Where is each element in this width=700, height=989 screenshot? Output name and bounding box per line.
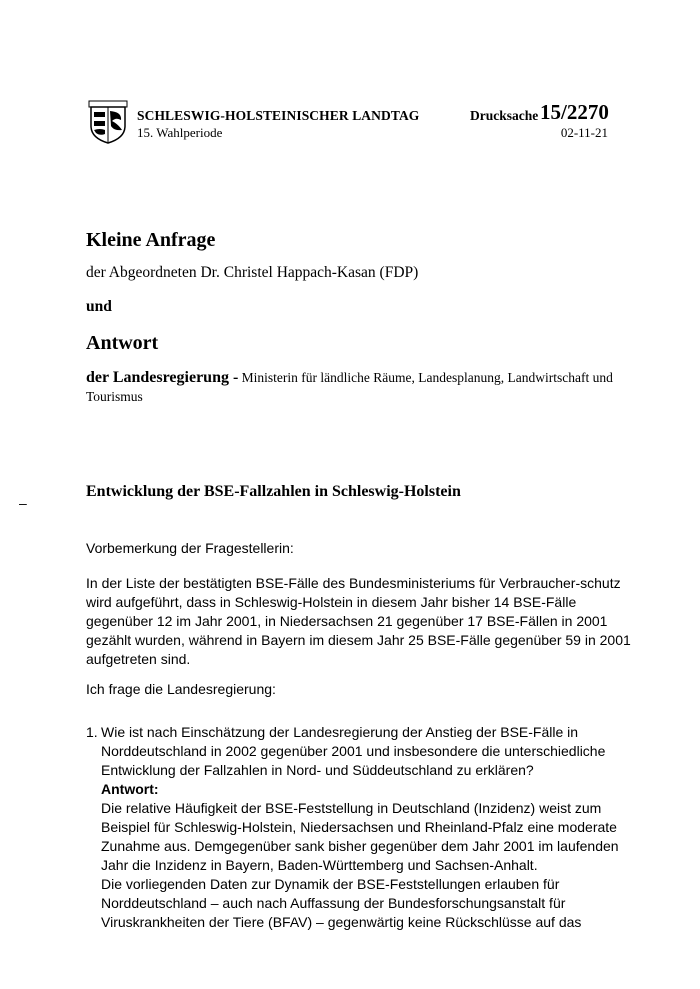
answer-label: Antwort: (101, 781, 159, 797)
drucksache-label: Drucksache (470, 108, 539, 123)
heading-antwort: Antwort (86, 332, 159, 354)
government-label: der Landesregierung - (86, 369, 239, 386)
question-text: Wie ist nach Einschätzung der Landesregierung der Anstieg der BSE-Fälle in Norddeutschland in 2002 gegenüber 2001 und insbesondere die unterschiedliche Entwicklung der Fallzahlen in Nord- und Süddeutschland zu erklären? (101, 724, 606, 778)
answer-paragraph: Die vorliegenden Daten zur Dynamik der BSE-Feststellungen erlauben für Norddeutschland – auch nach Auffassung der Bundesforschungsanstalt für Viruskrankheiten der Tiere (BFAV) – gegenwärtig keine Rückschlüsse auf das (101, 876, 582, 930)
government-line (86, 368, 626, 406)
preamble-text: In der Liste der bestätigten BSE-Fälle des Bundesministeriums für Verbraucher-schutz wird aufgeführt, dass in Schleswig-Holstein in diesem Jahr bisher 14 BSE-Fälle gegenüber 12 im Jahr 2001, in Niedersachsen 21 gegenüber 17 BSE-Fällen in 2001 gezählt wurden, während in Bayern im diesem Jahr 25 BSE-Fälle gegenüber 59 in 2001 aufgetreten sind. (86, 575, 631, 667)
question-number: 1. (86, 724, 98, 740)
document-date: 02-11-21 (560, 125, 608, 140)
asker-line: der Abgeordneten Dr. Christel Happach-Kasan (FDP) (86, 264, 419, 281)
question-item (86, 723, 646, 932)
coat-of-arms-icon (88, 100, 128, 144)
drucksache-number: 15/2270 (540, 100, 609, 124)
answer-paragraph: Die relative Häufigkeit der BSE-Feststellung in Deutschland (Inzidenz) weist zum Beispiel für Schleswig-Holstein, Niedersachsen und Rheinland-Pfalz eine moderate Zunahme aus. Demgegenüber sank bisher gegenüber dem Jahr 2001 im laufenden Jahr die Inzidenz in Bayern, Baden-Württemberg und Sachsen-Anhalt. (101, 800, 619, 873)
question-intro: Ich frage die Landesregierung: (86, 681, 276, 697)
heading-kleine-anfrage: Kleine Anfrage (86, 229, 216, 251)
legislative-period: 15. Wahlperiode (137, 125, 223, 140)
margin-mark: – (19, 495, 27, 511)
subject-heading: Entwicklung der BSE-Fallzahlen in Schleswig-Holstein (86, 483, 461, 500)
organization-name: SCHLESWIG-HOLSTEINISCHER LANDTAG (137, 108, 420, 123)
preamble-heading: Vorbemerkung der Fragestellerin: (86, 540, 294, 556)
und-connector: und (86, 298, 112, 315)
ministry-name: Ministerin für ländliche Räume, Landesplanung, Landwirtschaft und Tourismus (86, 370, 613, 404)
